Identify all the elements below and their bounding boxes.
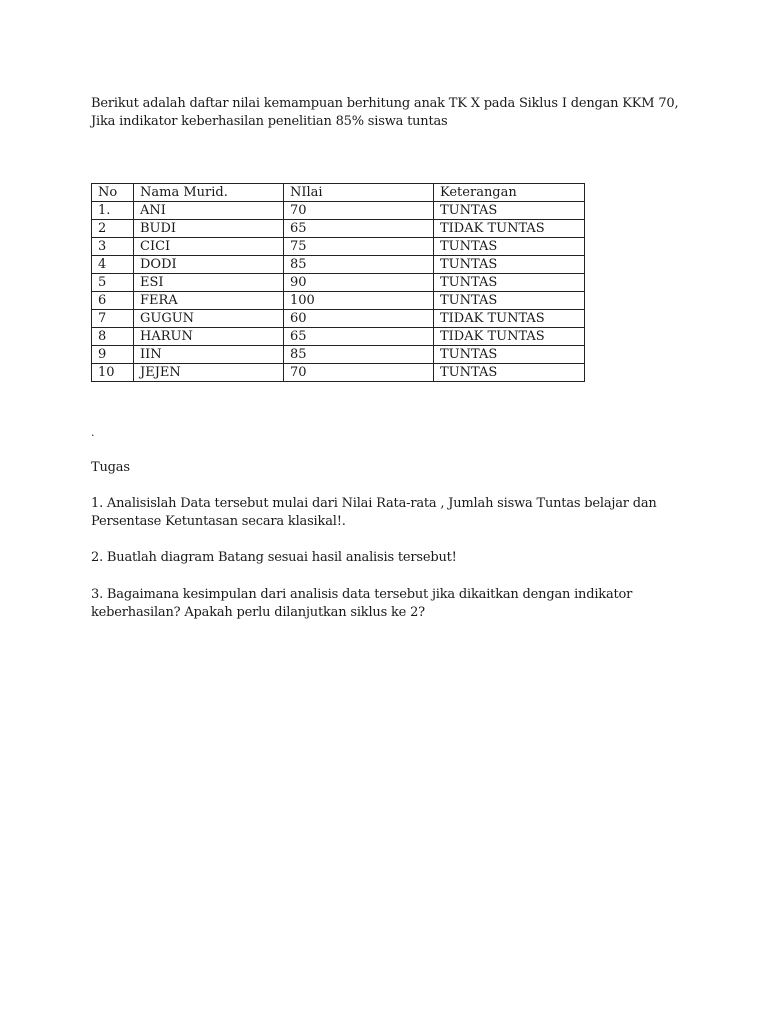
cell-note: TUNTAS xyxy=(434,364,585,382)
cell-no: 9 xyxy=(92,346,134,364)
cell-name: CICI xyxy=(134,238,284,256)
header-note: Keterangan xyxy=(434,184,585,202)
cell-value: 100 xyxy=(284,292,434,310)
cell-no: 8 xyxy=(92,328,134,346)
header-name: Nama Murid. xyxy=(134,184,284,202)
cell-value: 75 xyxy=(284,238,434,256)
cell-note: TUNTAS xyxy=(434,346,585,364)
cell-value: 85 xyxy=(284,346,434,364)
table-row xyxy=(92,238,585,256)
header-no: No xyxy=(92,184,134,202)
cell-name: HARUN xyxy=(134,328,284,346)
cell-value: 65 xyxy=(284,220,434,238)
cell-no: 5 xyxy=(92,274,134,292)
cell-note: TIDAK TUNTAS xyxy=(434,310,585,328)
cell-name: BUDI xyxy=(134,220,284,238)
cell-value: 85 xyxy=(284,256,434,274)
cell-value: 70 xyxy=(284,364,434,382)
table-header-row xyxy=(92,184,585,202)
cell-no: 1. xyxy=(92,202,134,220)
tasks-heading: Tugas xyxy=(91,460,130,475)
cell-value: 65 xyxy=(284,328,434,346)
task-3-line-2: keberhasilan? Apakah perlu dilanjutkan siklus ke 2? xyxy=(91,605,425,620)
task-1-line-1: 1. Analisislah Data tersebut mulai dari Nilai Rata-rata , Jumlah siswa Tuntas belajar dan xyxy=(91,496,657,511)
cell-no: 3 xyxy=(92,238,134,256)
cell-name: ESI xyxy=(134,274,284,292)
task-3-line-1: 3. Bagaimana kesimpulan dari analisis data tersebut jika dikaitkan dengan indikator xyxy=(91,587,633,602)
cell-name: DODI xyxy=(134,256,284,274)
cell-name: JEJEN xyxy=(134,364,284,382)
cell-no: 10 xyxy=(92,364,134,382)
cell-no: 4 xyxy=(92,256,134,274)
table-row xyxy=(92,202,585,220)
task-1-line-2: Persentase Ketuntasan secara klasikal!. xyxy=(91,514,346,529)
table-row xyxy=(92,346,585,364)
cell-note: TUNTAS xyxy=(434,238,585,256)
table-row xyxy=(92,256,585,274)
cell-no: 7 xyxy=(92,310,134,328)
cell-no: 2 xyxy=(92,220,134,238)
header-value: NIlai xyxy=(284,184,434,202)
table-row xyxy=(92,310,585,328)
cell-name: FERA xyxy=(134,292,284,310)
task-2: 2. Buatlah diagram Batang sesuai hasil analisis tersebut! xyxy=(91,550,457,565)
cell-name: GUGUN xyxy=(134,310,284,328)
table-row xyxy=(92,364,585,382)
cell-note: TUNTAS xyxy=(434,202,585,220)
cell-name: ANI xyxy=(134,202,284,220)
cell-note: TUNTAS xyxy=(434,256,585,274)
stray-period: . xyxy=(91,426,95,439)
cell-note: TIDAK TUNTAS xyxy=(434,328,585,346)
cell-no: 6 xyxy=(92,292,134,310)
cell-note: TIDAK TUNTAS xyxy=(434,220,585,238)
table-row xyxy=(92,292,585,310)
table-row xyxy=(92,274,585,292)
cell-note: TUNTAS xyxy=(434,292,585,310)
table-row xyxy=(92,220,585,238)
intro-line-1: Berikut adalah daftar nilai kemampuan berhitung anak TK X pada Siklus I dengan KKM 70, xyxy=(91,96,679,111)
cell-value: 60 xyxy=(284,310,434,328)
intro-line-2: Jika indikator keberhasilan penelitian 85% siswa tuntas xyxy=(91,114,448,129)
cell-value: 70 xyxy=(284,202,434,220)
cell-value: 90 xyxy=(284,274,434,292)
grades-table xyxy=(91,183,585,382)
cell-note: TUNTAS xyxy=(434,274,585,292)
cell-name: IIN xyxy=(134,346,284,364)
table-row xyxy=(92,328,585,346)
